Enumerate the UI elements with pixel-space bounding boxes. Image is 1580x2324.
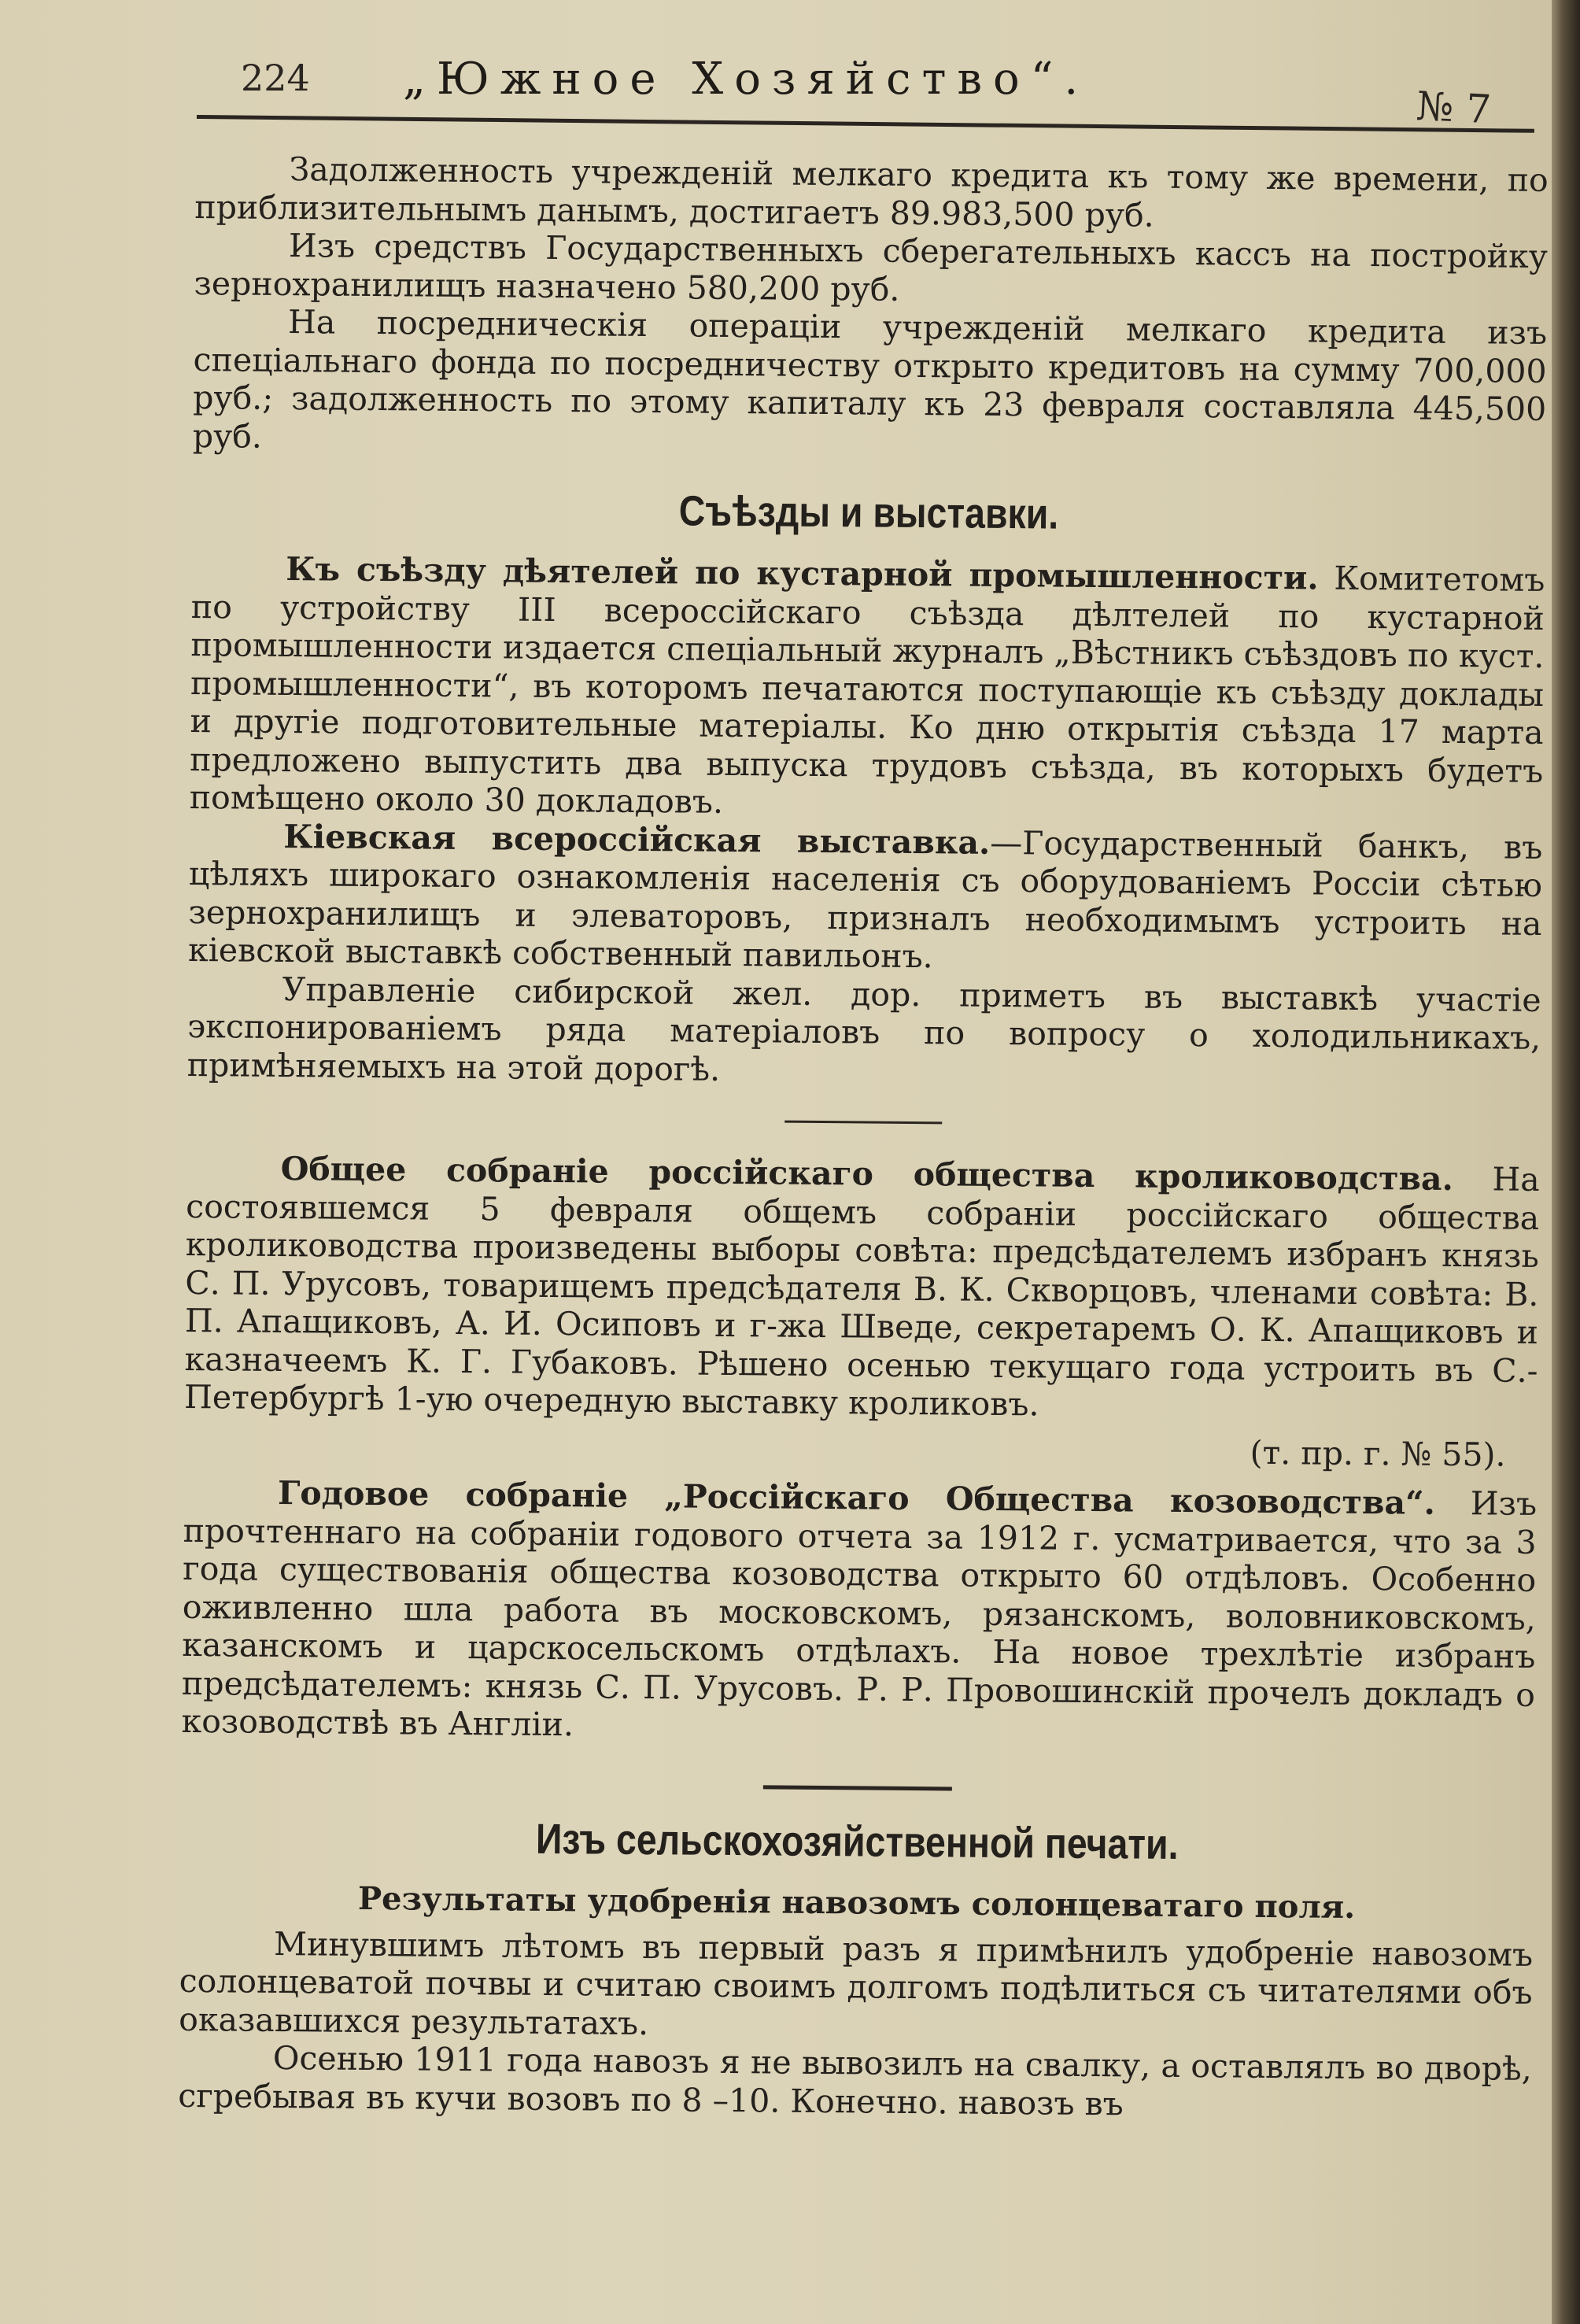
press-paragraph-2: Осенью 1911 года навозъ я не вывозилъ на свалку, а оставлялъ во дворѣ, сгребывая въ кучи возовъ по 8 –10. Конечно. навозъ въ <box>178 2038 1532 2123</box>
article-kustar-congress <box>190 549 1545 828</box>
article-lead: Кіевская всероссійская выставка. <box>283 817 991 862</box>
issue-number: № 7 <box>1415 83 1493 133</box>
source-note: (т. пр. г. № 55). <box>1250 1433 1506 1474</box>
book-spine-shadow <box>1552 0 1580 2324</box>
article-kiev-exhibition <box>188 816 1543 981</box>
section-title-press: Изъ сельскохозяйственной печати. <box>535 1815 1179 1868</box>
article-siberian-railway <box>187 969 1541 1095</box>
article-text: Комитетомъ по устройству III всероссійскаго съѣзда дѣлтелей по кустарной промышленности издается спеціальный журналъ „Вѣстникъ съѣздовъ по куст. промышленности“, въ которомъ печатаются поступающіе къ съѣзду доклады и другіе подготовительные матеріалы. Ко дню открытія съѣзда 17 марта предложено выпустить два выпуска трудовъ съѣзда, въ которыхъ будетъ помѣщено около 30 докладовъ. <box>189 559 1545 821</box>
article-lead: Общее собраніе россійскаго общества кролиководства. <box>280 1149 1454 1199</box>
article-rabbit-society <box>184 1149 1540 1428</box>
article-goat-society <box>181 1473 1537 1752</box>
article-text: Управленіе сибирской жел. дор. приметъ въ выставкѣ участіе экспонированіемъ ряда матеріаловъ по вопросу о холодильникахъ, примѣняемыхъ на этой дорогѣ. <box>186 970 1541 1088</box>
intro-paragraph-3: На посредническія операціи учрежденій мелкаго кредита изъ спеціальнаго фонда по посредничеству открыто кредитовъ на сумму 700,000 руб.; задолженность по этому капиталу къ 23 февраля составляла 445,500 руб. <box>192 303 1548 456</box>
article-text: —Государственный банкъ, въ цѣляхъ широкаго ознакомленія населенія съ оборудованіемъ Россіи сѣтью зернохранилищъ и элеваторовъ, призналъ необходимымъ устроить на кіевской выставкѣ собственный павильонъ. <box>187 823 1543 976</box>
article-text: На состоявшемся 5 февраля общемъ собраніи россійскаго общества кролиководства произведены выборы совѣта: предсѣдателемъ избранъ князь С. П. Урусовъ, товарищемъ предсѣдателя В. К. Скворцовъ, членами совѣта: В. П. Апащиковъ, А. И. Осиповъ и г-жа Шведе, секретаремъ О. К. Апащиковъ и казначеемъ К. Г. Губаковъ. Рѣшено осенью текущаго года устроить въ С.-Петербургѣ 1-ую очередную выставку кроликовъ. <box>183 1160 1540 1424</box>
intro-paragraph-2: Изъ средствъ Государственныхъ сберегательныхъ кассъ на постройку зернохранилищъ назначено 580,200 руб. <box>194 227 1549 309</box>
article-subtitle: Результаты удобренія навозомъ солонцеватаго поля. <box>357 1879 1356 1926</box>
page-content <box>178 150 1549 2126</box>
section-title-congresses: Съѣзды и выставки. <box>678 487 1059 538</box>
article-text: Изъ прочтеннаго на собраніи годового отчета за 1912 г. усматривается, что за 3 года существованія общества козоводства открыто 60 отдѣловъ. Особенно оживленно шла работа въ московскомъ, рязанскомъ, воловниковскомъ, казанскомъ и царскосельскомъ отдѣлахъ. На новое трехлѣтіе избранъ предсѣдателемъ: князь С. П. Урусовъ. Р. Р. Провошинскій прочелъ докладъ о козоводствѣ въ Англіи. <box>181 1483 1538 1744</box>
intro-paragraph-1: Задолженность учрежденій мелкаго кредита къ тому же времени, по приблизительнымъ данымъ, достигаетъ 89.983,500 руб. <box>194 150 1549 235</box>
journal-title: „Южное Хозяйство“. <box>403 54 1090 105</box>
article-lead: Годовое собраніе „Россійскаго Общества козоводства“. <box>277 1473 1436 1522</box>
divider <box>763 1785 952 1790</box>
article-lead: Къ съѣзду дѣятелей по кустарной промышленности. <box>286 550 1319 597</box>
press-paragraph-1: Минувшимъ лѣтомъ въ первый разъ я примѣнилъ удобреніе навозомъ солонцеватой почвы и считаю своимъ долгомъ подѣлиться съ читателями объ оказавшихся результатахъ. <box>179 1924 1534 2042</box>
page-number: 224 <box>241 57 310 99</box>
divider <box>784 1121 942 1125</box>
